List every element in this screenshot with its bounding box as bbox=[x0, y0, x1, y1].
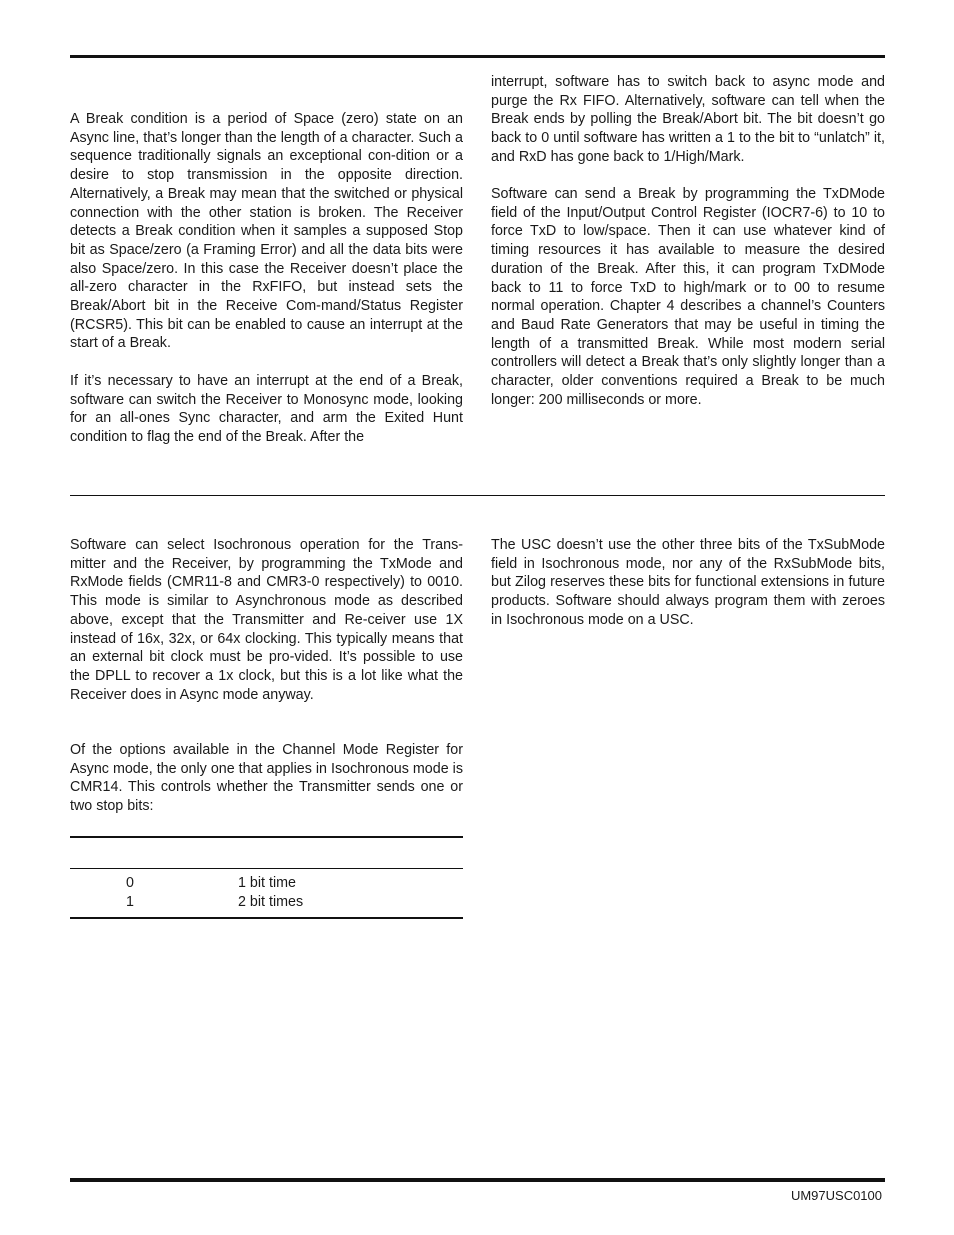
table-bottom-rule bbox=[70, 917, 463, 919]
table-header-rule bbox=[70, 868, 463, 869]
table-row bbox=[70, 893, 463, 912]
table-cell-value: 0 bbox=[126, 875, 134, 891]
cmr14-paragraph: Of the options available in the Channel Mode Register for Async mode, the only one that applies in Isochronous mode is CMR14. This controls whether the Transmitter sends one or two stop bits: bbox=[70, 742, 463, 815]
table-row bbox=[70, 874, 463, 893]
break-end-paragraph: interrupt, software has to switch back to async mode and purge the Rx FIFO. Alternatively, software can tell when the Break ends by polling the Break/Abort bit. The bit doesn’t go back to 0 until software has written a 1 to the bit to “unlatch” it, and RxD has gone back to 1/High/Mark. bbox=[491, 74, 885, 165]
bottom-rule bbox=[70, 1178, 885, 1182]
table-cell-meaning: 2 bit times bbox=[238, 894, 304, 910]
txsubmode-paragraph: The USC doesn’t use the other three bits of the TxSubMode field in Isochronous mode, nor any of the RxSubMode bits, but Zilog reserves these bits for functional extensions in future products. Software should always program them with zeroes in Isochronous mode on a USC. bbox=[491, 537, 885, 628]
isochronous-paragraph: Software can select Isochronous operation for the Trans-mitter and the Receiver, by programming the TxMode and RxMode fields (CMR11-8 and CMR3-0 respectively) to 0010. This mode is similar to Asynchronous mode as described above, except that the Transmitter and Re-ceiver use 1X instead of 16x, 32x, or 64x clocking. This typically means that an external bit clock must be pro-vided. It’s possible to use the DPLL to recover a 1x clock, but this is a lot like what the Receiver does in Async mode anyway. bbox=[70, 537, 463, 703]
top-rule bbox=[70, 55, 885, 58]
section-divider bbox=[70, 495, 885, 496]
table-cell-meaning: 1 bit time bbox=[238, 875, 297, 891]
send-break-paragraph: Software can send a Break by programming the TxDMode field of the Input/Output Control Register (IOCR7-6) to 10 to force TxD to low/space. Then it can use whatever kind of timing resources it has available to measure the desired duration of the Break. After this, it can program TxDMode back to 11 to force TxD to high/mark or to 00 to resume normal operation. Chapter 4 describes a channel’s Counters and Baud Rate Generators that may be useful in timing the length of a transmitted Break. While most modern serial controllers will detect a Break that’s only slightly longer than a character, older conventions required a Break to be much longer: 200 milliseconds or more. bbox=[491, 186, 885, 408]
break-condition-paragraph: A Break condition is a period of Space (zero) state on an Async line, that’s longer than the length of a character. Such a sequence traditionally signals an exceptional con-dition or a desire to stop transmission in the opposite direction. Alternatively, a Break may mean that the switched or physical connection with the other station is broken. The Receiver detects a Break condition when it samples a supposed Stop bit as Space/zero (a Framing Error) and all the data bits were also Space/zero. In this case the Receiver doesn’t place the all-zero character in the RxFIFO, but instead sets the Break/Abort bit in the Receive Com-mand/Status Register (RCSR5). This bit can be enabled to cause an interrupt at the start of a Break. bbox=[70, 111, 463, 352]
document-code: UM97USC0100 bbox=[790, 1188, 882, 1203]
break-interrupt-paragraph: If it’s necessary to have an interrupt at the end of a Break, software can switch the Receiver to Monosync mode, looking for an all-ones Sync character, and arm the Exited Hunt condition to flag the end of the Break. After the bbox=[70, 373, 463, 446]
table-cell-value: 1 bbox=[126, 894, 134, 910]
table-top-rule bbox=[70, 836, 463, 838]
